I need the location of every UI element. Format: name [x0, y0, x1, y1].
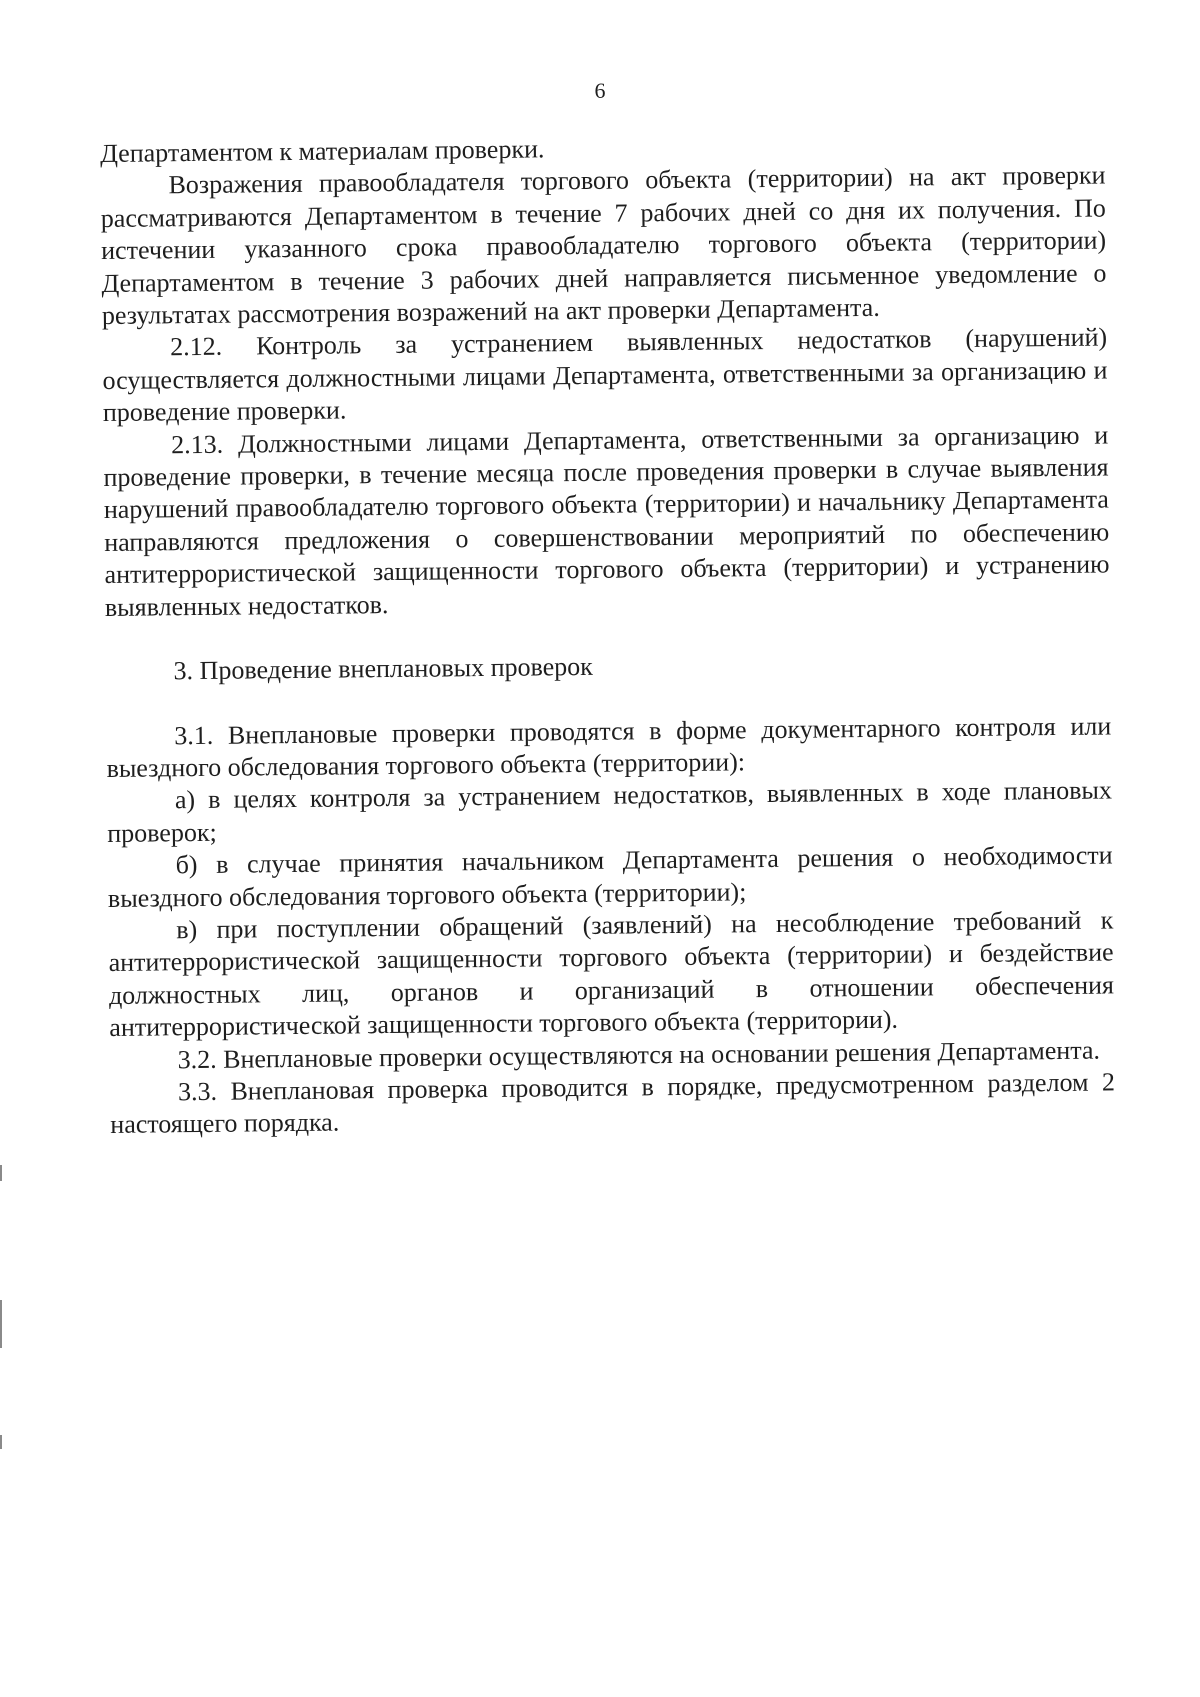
- paragraph-3-2: 3.2. Внеплановые проверки осуществляются на основании решения Департамента.: [177, 1035, 1101, 1074]
- scan-edge-mark: [0, 1435, 2, 1449]
- paragraph-3-3: 3.3. Внеплановая проверка проводится в порядке, предусмотренном разделом 2 настоящего порядка.: [110, 1067, 1116, 1140]
- scan-edge-mark: [0, 1300, 2, 1348]
- paragraph-3-1-a: а) в целях контроля за устранением недостатков, выявленных в ходе плановых проверок;: [107, 775, 1113, 848]
- paragraph-2-12: 2.12. Контроль за устранением выявленных недостатков (нарушений) осуществляется должностными лицами Департамента, ответственными за организацию и проведение проверки.: [102, 322, 1108, 428]
- document-body: [100, 127, 1115, 1141]
- paragraph-continuation: Департаментом к материалам проверки.: [100, 134, 545, 168]
- scan-edge-mark: [0, 1165, 2, 1181]
- section-heading-3: 3. Проведение внеплановых проверок: [173, 651, 593, 686]
- paragraph-3-1-b: б) в случае принятия начальником Департамента решения о необходимости выездного обследования торгового объекта (территории);: [107, 840, 1113, 913]
- paragraph-objections: Возражения правообладателя торгового объекта (территории) на акт проверки рассматриваются Департаментом в течение 7 рабочих дней со дня их получения. По истечении указанного срока правообладателю торгового объекта (территории) Департаментом в течение 3 рабочих дней направляется письменное уведомление о результатах рассмотрения возражений на акт проверки Департамента.: [100, 160, 1107, 331]
- paragraph-3-1: 3.1. Внеплановые проверки проводятся в форме документарного контроля или выездного обследования торгового объекта (территории):: [106, 710, 1112, 783]
- page-number: 6: [594, 78, 606, 103]
- paragraph-2-13: 2.13. Должностными лицами Департамента, ответственными за организацию и проведение проверки, в течение месяца после проведения проверки в случае выявления нарушений правообладателю торгового объекта (территории) и начальнику Департамента направляются предложения о совершенствовании мероприятий по обеспечению антитеррористической защищенности торгового объекта (территории) и устранению выявленных недостатков.: [103, 420, 1110, 622]
- paragraph-3-1-v: в) при поступлении обращений (заявлений) на несоблюдение требований к антитеррористической защищенности торгового объекта (территории) и бездействие должностных лиц, органов и организаций в отношении обеспечения антитеррористической защищенности торгового объекта (территории).: [108, 905, 1115, 1043]
